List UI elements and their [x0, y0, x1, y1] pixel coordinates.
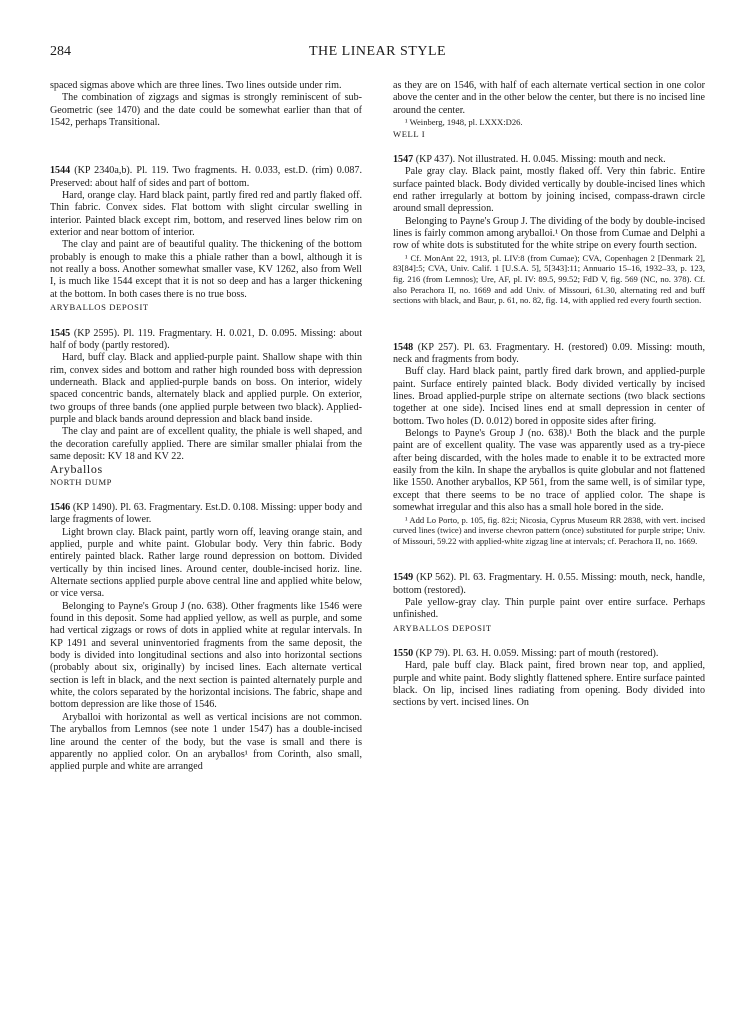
catalogue-entry-heading: 1546 (KP 1490). Pl. 63. Fragmentary. Est.D. 0.108. Missing: upper body and large fragments of lower. — [50, 501, 362, 526]
continued-paragraph: The combination of zigzags and sigmas is strongly reminiscent of sub-Geometric (see 1470) and the date could be somewhat earlier than that of 1542, perhaps Transitional. — [50, 92, 362, 129]
catalogue-entry-heading: 1550 (KP 79). Pl. 63. H. 0.059. Missing: part of mouth (restored). — [393, 648, 659, 659]
catalogue-commentary: Belongs to Payne's Group J (no. 638).¹ Both the black and the purple paint are of excellent quality. The vase was apparently used as a try-piece after being discarded, with the holes made to enable it to be extracted more easily from the kiln. In shape the aryballos is quite globular and not flattened like 1550. Another aryballos, KP 561, from the same well, is of similar type, except that there seems to be no trace of applied color. The shape is somewhat irregular and this also has a small hole bored in the side. — [393, 428, 705, 514]
page-header — [50, 44, 705, 64]
catalogue-commentary: The clay and paint are of beautiful quality. The thickening of the bottom probably is enough to make this a phiale rather than a bowl, although it is not really a boss. Another somewhat smaller vase, KV 1262, also from Well I, is much like 1544 except that it is not so deep and has a larger thickening at the bottom. In both cases there is no true boss. — [50, 239, 362, 300]
catalogue-description: Hard, orange clay. Hard black paint, partly fired red and partly flaked off. Thin fabric. Convex sides. Flat bottom with slight circular swelling in interior. Painted black except rim, bottom, and reserved lines below rim on exterior and near bottom of interior. — [50, 190, 362, 239]
catalogue-commentary: Belonging to Payne's Group J. The dividing of the body by double-incised lines is fairly common among aryballoi.¹ On those from Cumae and Delphi a row of white dots is substituted for the white stripe on every fourth section. — [393, 215, 705, 252]
deposit-heading: ARYBALLOS DEPOSIT — [50, 302, 149, 313]
running-title: THE LINEAR STYLE — [308, 44, 447, 59]
deposit-heading: NORTH DUMP — [50, 476, 113, 487]
footnote: ¹ Weinberg, 1948, pl. LXXX:D26. — [405, 117, 523, 128]
left-column — [50, 80, 362, 774]
continued-paragraph: as they are on 1546, with half of each alternate vertical section in one color above the center and in the other below the center, but there is no incised line around the center. — [393, 80, 705, 116]
catalogue-description: Light brown clay. Black paint, partly worn off, leaving orange stain, and applied, purple and white paint. Globular body. Very thin fabric. Body entirely painted black. Rather large round depression on bottom. Divided vertically by thin incised lines. Around center, double-incised horiz. line. Alternate sections applied purple above central line and applied white below, or vice versa. — [50, 526, 362, 600]
footnote: ¹ Add Lo Porto, p. 105, fig. 82:i; Nicosia, Cyprus Museum RR 2838, with vert. incised curved lines (twice) and inverse chevron pattern (once) substituted for purple stripe; Univ. of Missouri, 59.22 with applied-white zigzag line at intervals; cf. Perachora II, no. 1669. — [393, 514, 705, 546]
catalogue-commentary: Belonging to Payne's Group J (no. 638). Other fragments like 1546 were found in this deposit. Some had applied yellow, as well as purple, and some had vertical zigzags or rows of dots in applied white at regular intervals. In KP 1491 and several uninventoried fragments from the same deposit, the body is divided into longitudinal sections and also into horizontal sections (probably about six, originally) by incised lines. Each alternate vertical section is left in black, and the next section is painted alternately purple and white, the colors separated by the horizontal incisions. The fabric, shape and bottom depression are like those of 1546. — [50, 600, 362, 711]
deposit-heading: ARYBALLOS DEPOSIT — [393, 622, 492, 633]
catalogue-commentary: Aryballoi with horizontal as well as vertical incisions are not common. The aryballos from Lemnos (see note 1 under 1547) has a double-incised line around the center of the body, but the vase is small and there is apparently no applied color. On an aryballos¹ from Corinth, also small, applied purple and white are arranged — [50, 711, 362, 773]
catalogue-entry-heading: 1545 (KP 2595). Pl. 119. Fragmentary. H. 0.021, D. 0.095. Missing: about half of body (partly restored). — [50, 327, 362, 351]
catalogue-entry-heading: 1548 (KP 257). Pl. 63. Fragmentary. H. (restored) 0.09. Missing: mouth, neck and fragments from body. — [393, 341, 705, 366]
catalogue-entry-heading: 1544 (KP 2340a,b). Pl. 119. Two fragments. H. 0.033, est.D. (rim) 0.087. Preserved: about half of sides and part of bottom. — [50, 165, 362, 189]
catalogue-description: Buff clay. Hard black paint, partly fired dark brown, and applied-purple paint. Surface entirely painted black. Body divided vertically by incised lines. Broad applied-purple stripe on alternate sections (two black sections together at one side). Incised lines end at small depression in center of bottom. Two holes (D. 0.012) bored in opposite sides after firing. — [393, 366, 705, 427]
catalogue-commentary: The clay and paint are of excellent quality, the phiale is well shaped, and the decoration carefully applied. There are similar smaller phialai from the same deposit: KV 18 and KV 22. — [50, 426, 362, 462]
page-number: 284 — [50, 44, 71, 59]
deposit-heading: WELL I — [393, 128, 426, 139]
catalogue-description: Pale yellow-gray clay. Thin purple paint over entire surface. Perhaps unfinished. — [393, 596, 705, 621]
continued-paragraph: spaced sigmas above which are three lines. Two lines outside under rim. — [50, 80, 342, 91]
section-title: Aryballos — [50, 462, 103, 477]
catalogue-entry-heading: 1547 (KP 437). Not illustrated. H. 0.045. Missing: mouth and neck. — [393, 153, 666, 165]
catalogue-description: Hard, pale buff clay. Black paint, fired brown near top, and applied, purple and white paint. Body slightly flattened sphere. Entire surface painted black. On lip, incised lines radiating from opening. Body divided into sections by vert. incised lines. On — [393, 660, 705, 709]
catalogue-description: Pale gray clay. Black paint, mostly flaked off. Very thin fabric. Entire surface painted black. Body divided vertically by double-incised lines which end rather irregularly at bottom by joining incised, compass-drawn circle around small depression. — [393, 166, 705, 215]
footnote: ¹ Cf. MonAnt 22, 1913, pl. LIV:8 (from Cumae); CVA, Copenhagen 2 [Denmark 2], 83[84]:5; CVA, Univ. Calif. 1 [U.S.A. 5], 5[343]:11; Annuario 15–16, 1932–33, p. 123, fig. 216 (from Lemnos); Ure, AF, pl. IV: 89.5, 99.52; FdD V, fig. 569 (NC, no. 378). Cf. also Perachora II, no. 1669 and add Univ. of Missouri, 61.30, alternating red and buff sections with black, and Baur, p. 61, no. 82, fig. 14, with applied red every fourth section. — [393, 252, 705, 306]
right-column — [393, 80, 705, 710]
catalogue-entry-heading: 1549 (KP 562). Pl. 63. Fragmentary. H. 0.55. Missing: mouth, neck, handle, bottom (restored). — [393, 572, 705, 596]
catalogue-description: Hard, buff clay. Black and applied-purple paint. Shallow shape with thin rim, convex sides and bottom and rather high rounded boss with depression underneath. Black and applied-purple bands on boss. On interior, widely spaced concentric bands, alternately black and applied purple. On exterior, two groups of three bands (one applied purple between two black). Applied-purple and black bands around depression and black band inside. — [50, 352, 362, 425]
